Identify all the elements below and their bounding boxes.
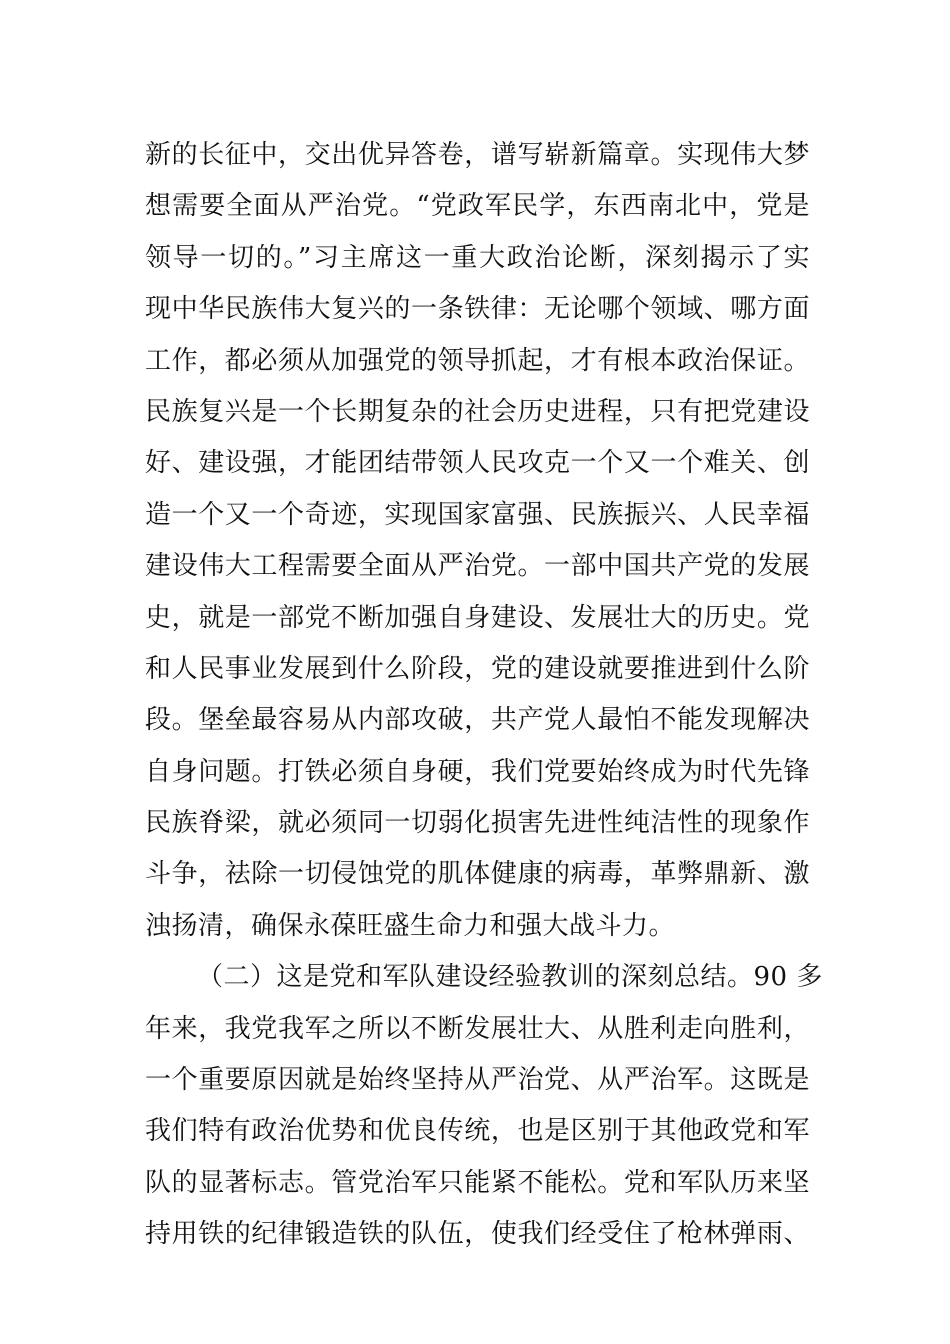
text-line: 史，就是一部党不断加强自身建设、发展壮大的历史。党 — [145, 602, 810, 633]
text-line: 自身问题。打铁必须自身硬，我们党要始终成为时代先锋 — [145, 756, 810, 787]
text-line: 年来，我党我军之所以不断发展壮大、从胜利走向胜利， — [145, 1013, 810, 1044]
text-line: 工作，都必须从加强党的领导抓起，才有根本政治保证。 — [145, 345, 810, 376]
paragraph-end-line: 浊扬清，确保永葆旺盛生命力和强大战斗力。 — [145, 910, 676, 941]
text-line: 我们特有政治优势和优良传统，也是区别于其他政党和军 — [145, 1116, 810, 1147]
text-line: 段。堡垒最容易从内部攻破，共产党人最怕不能发现解决 — [145, 705, 810, 736]
text-line: 持用铁的纪律锻造铁的队伍，使我们经受住了枪林弹雨、 — [145, 1219, 810, 1250]
text-line: 斗争，祛除一切侵蚀党的肌体健康的病毒，革弊鼎新、激 — [145, 859, 810, 890]
body-text — [145, 130, 823, 1261]
text-line: 建设伟大工程需要全面从严治党。一部中国共产党的发展 — [145, 551, 810, 582]
text-line: 民族复兴是一个长期复杂的社会历史进程，只有把党建设 — [145, 396, 810, 427]
text-line: 想需要全面从严治党。“党政军民学，东西南北中，党是 — [145, 191, 810, 222]
text-line: 和人民事业发展到什么阶段，党的建设就要推进到什么阶 — [145, 653, 810, 684]
text-line: 队的显著标志。管党治军只能紧不能松。党和军队历来坚 — [145, 1167, 810, 1198]
text-line: 好、建设强，才能团结带领人民攻克一个又一个难关、创 — [145, 448, 810, 479]
text-line: 现中华民族伟大复兴的一条铁律：无论哪个领域、哪方面 — [145, 294, 810, 325]
text-line: 一个重要原因就是始终坚持从严治党、从严治军。这既是 — [145, 1065, 810, 1096]
text-line: 新的长征中，交出优异答卷，谱写崭新篇章。实现伟大梦 — [145, 140, 810, 170]
text-line: 领导一切的。”习主席这一重大政治论断，深刻揭示了实 — [145, 242, 810, 273]
section-heading-line: （二）这是党和军队建设经验教训的深刻总结。90 多 — [197, 962, 823, 993]
text-line: 民族脊梁，就必须同一切弱化损害先进性纯洁性的现象作 — [145, 808, 810, 839]
text-line: 造一个又一个奇迹，实现国家富强、民族振兴、人民幸福 — [145, 499, 810, 530]
